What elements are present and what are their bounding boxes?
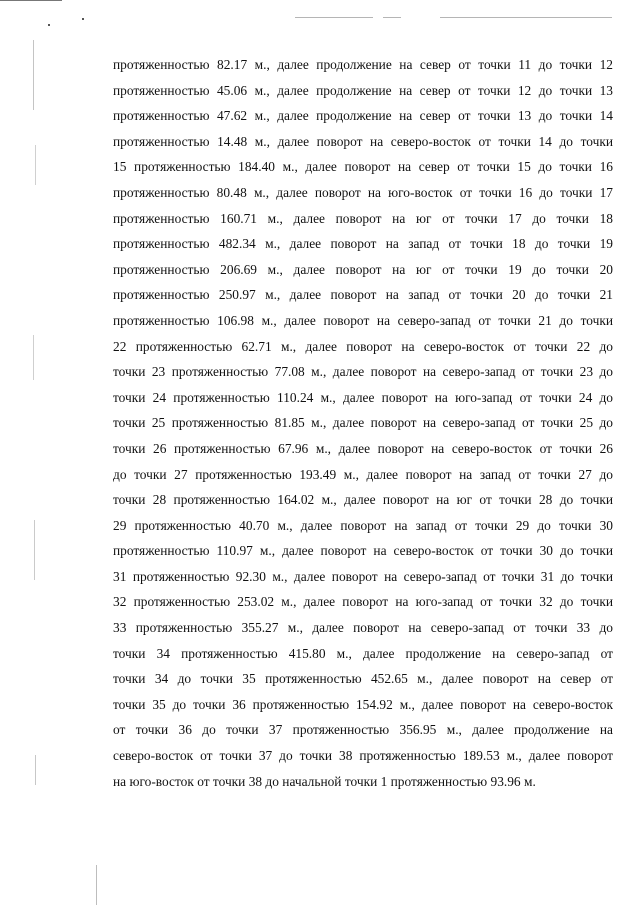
binding-edge-mark bbox=[35, 755, 36, 785]
scan-edge-mark bbox=[440, 17, 612, 18]
scan-speck bbox=[48, 24, 50, 26]
text-line: 31 протяженностью 92.30 м., далее поворот на северо-запад от точки 31 до точки bbox=[113, 568, 613, 584]
scan-edge-mark bbox=[295, 17, 373, 18]
binding-edge-mark bbox=[34, 520, 35, 580]
text-line: протяженностью 160.71 м., далее поворот на юг от точки 17 до точки 18 bbox=[113, 210, 613, 226]
text-line: точки 26 протяженностью 67.96 м., далее поворот на северо-восток от точки 26 bbox=[113, 440, 613, 456]
text-line: протяженностью 206.69 м., далее поворот на юг от точки 19 до точки 20 bbox=[113, 261, 613, 277]
text-line: 29 протяженностью 40.70 м., далее поворот на запад от точки 29 до точки 30 bbox=[113, 517, 613, 533]
text-line: протяженностью 82.17 м., далее продолжение на север от точки 11 до точки 12 bbox=[113, 57, 613, 72]
text-line: точки 23 протяженностью 77.08 м., далее поворот на северо-запад от точки 23 до bbox=[113, 364, 613, 380]
text-line: северо-восток от точки 37 до точки 38 протяженностью 189.53 м., далее поворот bbox=[113, 748, 613, 764]
text-line: протяженностью 47.62 м., далее продолжение на север от точки 13 до точки 14 bbox=[113, 108, 613, 124]
text-line: на юго-восток от точки 38 до начальной точки 1 протяженностью 93.96 м. bbox=[113, 773, 536, 789]
text-line: от точки 36 до точки 37 протяженностью 356.95 м., далее продолжение на bbox=[113, 722, 613, 738]
text-line: протяженностью 45.06 м., далее продолжение на север от точки 12 до точки 13 bbox=[113, 82, 613, 98]
text-line: 15 протяженностью 184.40 м., далее поворот на север от точки 15 до точки 16 bbox=[113, 159, 613, 175]
text-line: протяженностью 106.98 м., далее поворот на северо-запад от точки 21 до точки bbox=[113, 312, 613, 328]
text-line: точки 25 протяженностью 81.85 м., далее поворот на северо-запад от точки 25 до bbox=[113, 415, 613, 431]
document-text-block bbox=[113, 52, 613, 794]
text-line: точки 28 протяженностью 164.02 м., далее поворот на юг от точки 28 до точки bbox=[113, 492, 613, 508]
scan-speck bbox=[82, 18, 84, 20]
text-line: точки 35 до точки 36 протяженностью 154.92 м., далее поворот на северо-восток bbox=[113, 696, 613, 712]
text-line: до точки 27 протяженностью 193.49 м., далее поворот на запад от точки 27 до bbox=[113, 466, 613, 482]
text-line: 32 протяженностью 253.02 м., далее поворот на юго-запад от точки 32 до точки bbox=[113, 594, 613, 610]
text-line: протяженностью 110.97 м., далее поворот на северо-восток от точки 30 до точки bbox=[113, 543, 613, 559]
scan-edge-mark bbox=[383, 17, 401, 18]
text-line: протяженностью 14.48 м., далее поворот на северо-восток от точки 14 до точки bbox=[113, 133, 613, 149]
text-line: протяженностью 250.97 м., далее поворот на запад от точки 20 до точки 21 bbox=[113, 287, 613, 303]
text-line: протяженностью 80.48 м., далее поворот на юго-восток от точки 16 до точки 17 bbox=[113, 184, 613, 200]
text-line: 33 протяженностью 355.27 м., далее поворот на северо-запад от точки 33 до bbox=[113, 620, 613, 636]
text-line: точки 34 протяженностью 415.80 м., далее продолжение на северо-запад от bbox=[113, 645, 613, 661]
binding-edge-mark bbox=[33, 40, 34, 110]
binding-edge-mark bbox=[35, 145, 36, 185]
text-line: точки 34 до точки 35 протяженностью 452.65 м., далее поворот на север от bbox=[113, 671, 613, 687]
text-line: точки 24 протяженностью 110.24 м., далее поворот на юго-запад от точки 24 до bbox=[113, 389, 613, 405]
binding-edge-mark bbox=[33, 335, 34, 380]
text-line: 22 протяженностью 62.71 м., далее поворот на северо-восток от точки 22 до bbox=[113, 338, 613, 354]
text-line: протяженностью 482.34 м., далее поворот на запад от точки 18 до точки 19 bbox=[113, 236, 613, 252]
binding-edge-mark bbox=[96, 865, 97, 905]
scan-edge-mark bbox=[0, 0, 62, 1]
